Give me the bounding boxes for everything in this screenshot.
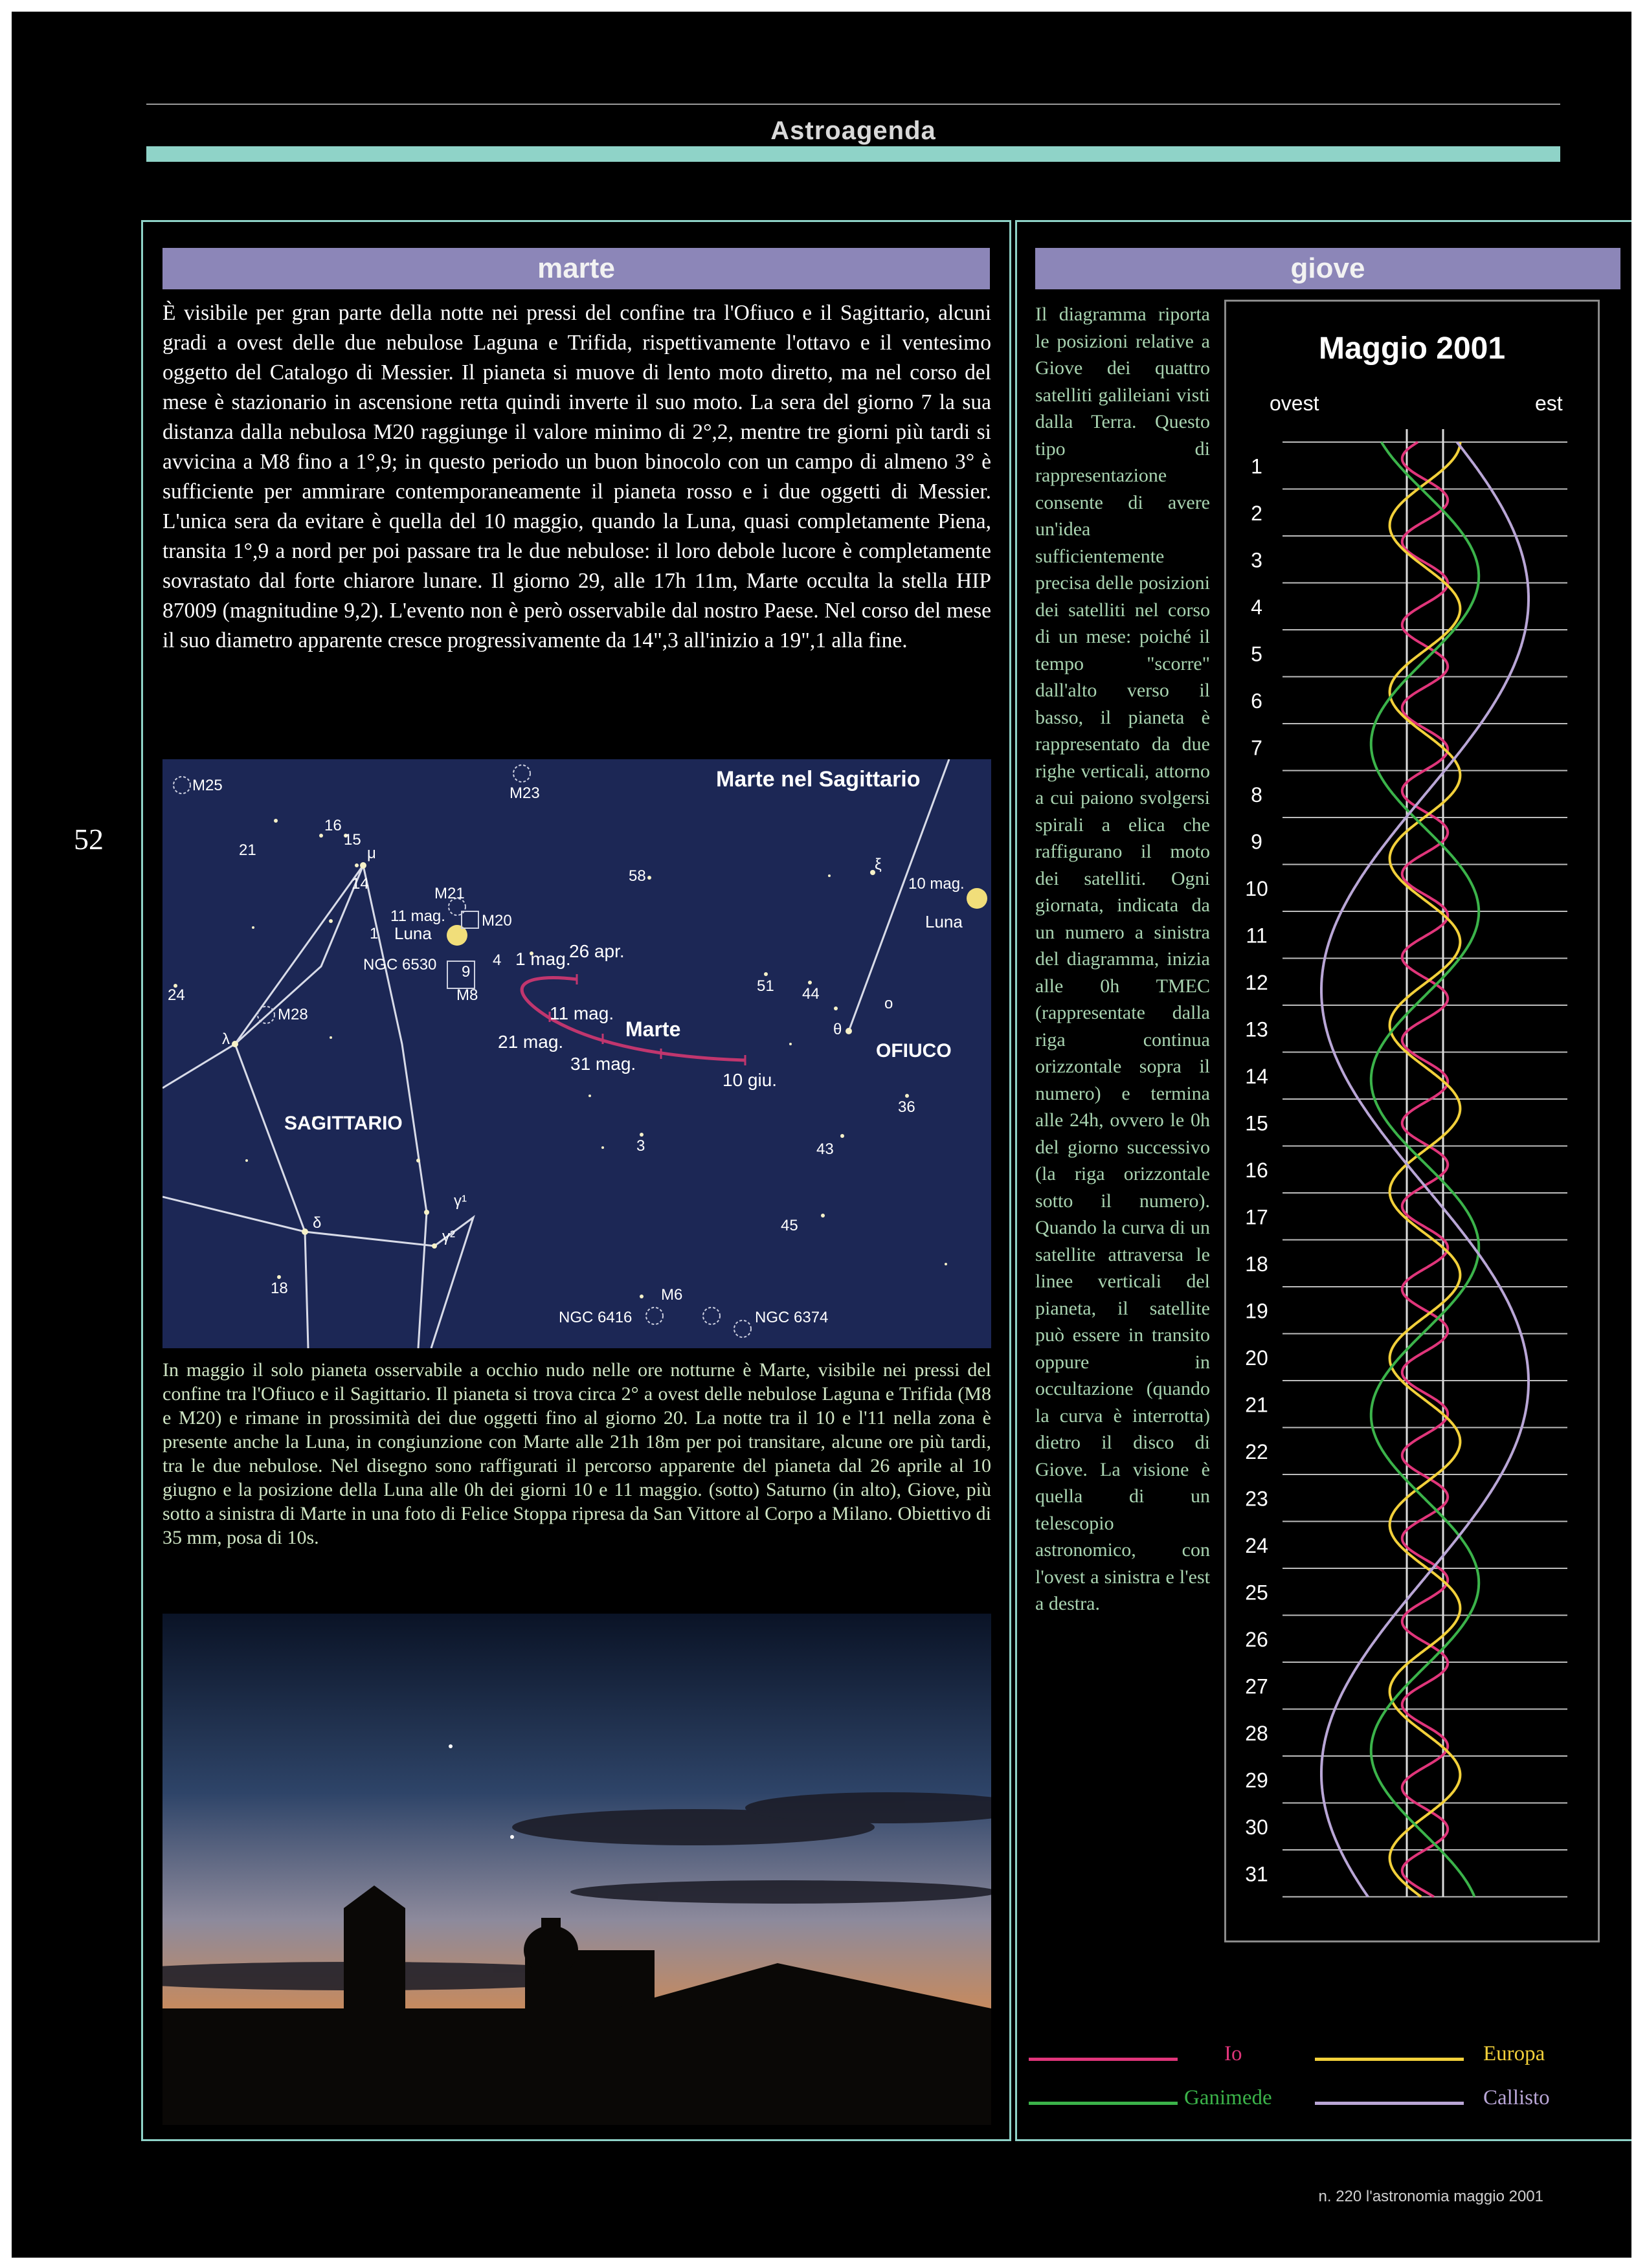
greek-lambda: λ <box>222 1030 230 1048</box>
greek-gamma2: γ² <box>442 1228 455 1245</box>
giove-panel <box>1015 220 1631 2141</box>
label-1-mag: 1 mag. <box>515 949 571 969</box>
legend-europa-label: Europa <box>1483 2042 1545 2065</box>
giove-text: Il diagramma riporta le posizioni relative a Giove dei quattro satelliti galileiani visti dalla Terra. Questo tipo di rappresentazione consente di avere un'idea sufficientemente precisa delle posizioni dei satelliti nel corso di un mese: poiché il tempo "scorre" dall'alto verso il basso, il pianeta è rappresentato da due righe verticali, attorno a cui paiono svolgersi spirali a elica che raffigurano il moto dei satelliti. Ogni giornata, indicata da un numero a sinistra del diagramma, inizia alle 0h TMEC (rappresentate dalla riga continua orizzontale sopra il numero) e termina alle 24h, ovvero le 0h del giorno successivo (la riga orizzontale sotto il numero). Quando la curva di un satellite attraversa le linee verticali del pianeta, il satellite può essere in transito oppure in occultazione (quando la curva è interrotta) dietro il disco di Giove. La visione è quella di un telescopio astronomico, con l'ovest a sinistra e l'est a destra. <box>1035 304 1210 1614</box>
label-luna-left: Luna <box>394 924 432 943</box>
label-m23: M23 <box>510 784 540 802</box>
day-label: 23 <box>1245 1487 1268 1511</box>
diagram-left-label: ovest <box>1270 392 1319 415</box>
magazine-page <box>12 12 1631 2258</box>
planet-dot <box>449 1744 453 1748</box>
day-label: 10 <box>1245 876 1268 900</box>
diagram-title: Maggio 2001 <box>1318 331 1506 366</box>
day-label: 27 <box>1245 1674 1268 1698</box>
header-bar <box>146 146 1560 162</box>
label-m21: M21 <box>434 885 465 902</box>
label-31-mag: 31 mag. <box>570 1054 636 1074</box>
star-1: 1 <box>370 925 379 942</box>
day-label: 29 <box>1245 1768 1268 1792</box>
legend-ganimede-label: Ganimede <box>1184 2086 1272 2109</box>
satellite-curve-ganimede <box>1371 442 1479 1897</box>
star-14: 14 <box>352 875 369 893</box>
marte-body-text: È visibile per gran parte della notte nei pressi del confine tra l'Ofiuco e il Sagittario, alcuni gradi a ovest delle due nebulose Laguna e Trifida, rispettivamente l'ottavo e il ventesimo oggetto del Catalogo di Messier. Il pianeta si muove di lento moto diretto, ma nel corso del mese è stazionario in ascensione retta quindi inverte il suo moto. La sera del giorno 7 la sua distanza dalla nebulosa M20 raggiunge il valore minimo di 2°,2, mentre tre giorni più tardi si avvicina a M8 fino a 1°,9; in questo periodo un buon binocolo con un campo di almeno 3° è sufficiente per ammirare contemporaneamente il pianeta rosso e i due oggetti di Messier. L'unica sera da evitare è quella del 10 maggio, quando la Luna, quasi completamente Piena, transita 1°,9 a nord per poi passare tra le due nebulose: il loro debole lucore è completamente sovrastato dal forte chiarore lunare. Il giorno 29, alle 17h 11m, Marte occulta la stella HIP 87009 (magnitudine 9,2). L'evento non è però osservabile dal nostro Paese. Nel corso del mese il suo diametro apparente cresce progressivamente da 14",3 all'inizio a 19",1 alla fine. <box>162 301 991 652</box>
star-24: 24 <box>168 986 185 1004</box>
day-label: 7 <box>1251 736 1262 760</box>
star-15: 15 <box>344 831 361 849</box>
star-43: 43 <box>816 1140 834 1158</box>
jupiter-satellites-chart <box>1231 416 1593 1937</box>
day-label: 6 <box>1251 689 1262 713</box>
label-ngc6530: NGC 6530 <box>363 956 437 973</box>
legend-callisto-line <box>1315 2102 1464 2105</box>
label-11-mag-path: 11 mag. <box>550 1003 614 1023</box>
marte-section-title: marte <box>162 248 990 289</box>
legend-europa-line <box>1315 2058 1464 2061</box>
legend-ganimede-line <box>1029 2102 1178 2105</box>
label-moon-11-mag: 11 mag. <box>390 907 445 925</box>
greek-xi: ξ <box>875 856 882 873</box>
label-m6: M6 <box>661 1286 683 1304</box>
star-18: 18 <box>271 1280 288 1297</box>
day-label: 28 <box>1245 1721 1268 1745</box>
header-title: Astroagenda <box>770 117 936 145</box>
star-4: 4 <box>493 951 502 969</box>
label-ofiuco: OFIUCO <box>876 1040 952 1062</box>
day-label: 16 <box>1245 1158 1268 1182</box>
star-45: 45 <box>781 1217 798 1234</box>
star-3: 3 <box>636 1137 645 1155</box>
page-footer: n. 220 l'astronomia maggio 2001 <box>1318 2188 1543 2205</box>
marte-caption: In maggio il solo pianeta osservabile a occhio nudo nelle ore notturne è Marte, visibile nei pressi del confine tra l'Ofiuco e il Sagittario. Il pianeta si trova circa 2° a ovest delle nebulose Laguna e Trifida (M8 e M20) e rimane in prossimità dei due oggetti fino al giorno 20. La notte tra il 10 e l'11 nella zona è presente anche la Luna, in congiunzione con Marte alle 21h 18m per poi transitare, alcune ore più tardi, tra le due nebulose. Nel disegno sono raffigurati il percorso apparente del pianeta dal 26 aprile al 10 giugno e la posizione della Luna alle 0h dei giorni 10 e 11 maggio. (sotto) Saturno (in alto), Giove, più sotto a sinistra di Marte in una foto di Felice Stoppa ripresa da San Vittore al Corpo a Milano. Obiettivo di 35 mm, posa di 10s. <box>162 1359 991 1548</box>
day-label: 8 <box>1251 783 1262 806</box>
day-label: 13 <box>1245 1017 1268 1041</box>
day-label: 24 <box>1245 1533 1268 1557</box>
greek-theta: θ <box>833 1021 842 1038</box>
day-label: 4 <box>1251 595 1262 619</box>
star-21: 21 <box>239 841 256 859</box>
label-marte: Marte <box>625 1017 681 1041</box>
label-10-giu: 10 giu. <box>723 1070 778 1090</box>
day-label: 21 <box>1245 1393 1268 1417</box>
label-m20: M20 <box>482 912 512 929</box>
day-label: 14 <box>1245 1064 1268 1088</box>
legend-io-label: Io <box>1224 2042 1242 2065</box>
day-label: 11 <box>1246 924 1268 948</box>
header-rule <box>146 104 1560 105</box>
label-26-apr: 26 apr. <box>569 941 625 961</box>
label-moon-10-mag: 10 mag. <box>908 875 965 893</box>
legend-io-line <box>1029 2058 1178 2061</box>
day-label: 25 <box>1245 1581 1268 1605</box>
star-58: 58 <box>629 867 646 885</box>
star-9: 9 <box>462 963 471 981</box>
day-label: 17 <box>1245 1205 1268 1229</box>
day-label: 5 <box>1251 642 1262 666</box>
day-label: 1 <box>1251 454 1262 478</box>
star-51: 51 <box>757 977 774 995</box>
map-title: Marte nel Sagittario <box>716 767 921 792</box>
day-label: 19 <box>1245 1299 1268 1323</box>
greek-mu: μ <box>367 845 376 862</box>
legend-callisto-label: Callisto <box>1483 2086 1550 2109</box>
label-m25: M25 <box>192 777 223 794</box>
day-label: 3 <box>1251 548 1262 572</box>
day-label: 31 <box>1245 1862 1268 1886</box>
greek-gamma1: γ¹ <box>454 1192 467 1210</box>
giove-section-title: giove <box>1035 248 1620 289</box>
moon-10-mag <box>967 888 987 909</box>
day-label: 22 <box>1245 1440 1268 1463</box>
day-label: 18 <box>1245 1252 1268 1276</box>
label-m28: M28 <box>278 1006 308 1023</box>
day-label: 2 <box>1251 501 1262 525</box>
label-sagittario: SAGITTARIO <box>284 1113 403 1134</box>
twilight-photo <box>162 1614 991 2125</box>
star-16: 16 <box>324 817 342 834</box>
greek-omicron: o <box>884 995 893 1012</box>
diagram-right-label: est <box>1535 392 1563 415</box>
label-ngc6416: NGC 6416 <box>559 1309 633 1326</box>
marte-panel <box>141 220 1011 2141</box>
greek-delta: δ <box>313 1214 322 1232</box>
day-label: 12 <box>1245 970 1268 994</box>
day-label: 9 <box>1251 830 1262 854</box>
star-44: 44 <box>802 985 820 1003</box>
marte-star-map <box>162 759 991 1348</box>
star-36: 36 <box>898 1098 915 1116</box>
label-ngc6374: NGC 6374 <box>755 1309 829 1326</box>
day-label: 30 <box>1245 1815 1268 1839</box>
label-21-mag: 21 mag. <box>498 1032 564 1052</box>
day-label: 15 <box>1245 1111 1268 1135</box>
day-label: 26 <box>1245 1627 1268 1651</box>
day-label: 20 <box>1245 1346 1268 1370</box>
label-m8: M8 <box>456 986 478 1004</box>
label-luna-right: Luna <box>925 912 963 931</box>
page-number: 52 <box>74 823 104 856</box>
